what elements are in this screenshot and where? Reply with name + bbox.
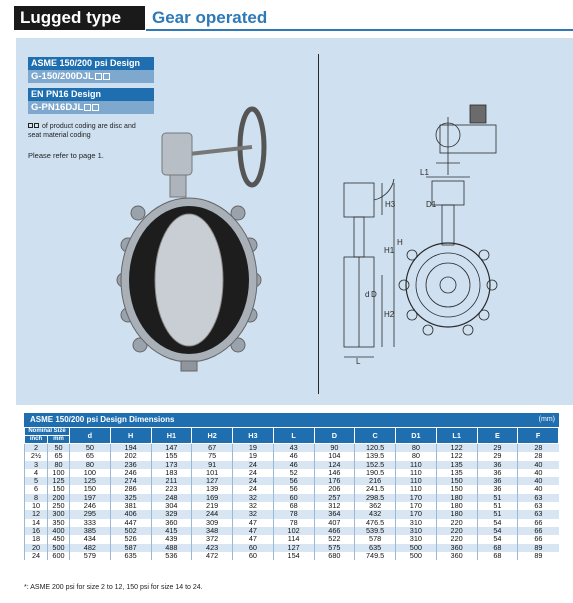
dimension-cell: 246: [70, 502, 111, 510]
dimension-cell: 244: [192, 510, 233, 518]
dimension-cell: 216: [355, 477, 396, 485]
code-box-icon: [34, 123, 39, 128]
dimension-cell: 28: [518, 452, 559, 460]
dimensions-table: [24, 427, 559, 560]
size-cell: 350: [48, 519, 70, 527]
dimensions-table-title-text: ASME 150/200 psi Design Dimensions: [30, 415, 175, 424]
dimension-cell: 169: [192, 494, 233, 502]
dimension-cell: 122: [436, 452, 477, 460]
dimension-cell: 248: [151, 494, 192, 502]
size-cell: 300: [48, 510, 70, 518]
dimension-cell: 127: [273, 544, 314, 552]
dim-label-h1: H1: [384, 246, 395, 255]
dimension-cell: 120.5: [355, 444, 396, 453]
size-cell: 2½: [25, 452, 48, 460]
nominal-size-header: Nominal Size: [25, 428, 70, 436]
dimension-cell: 176: [314, 477, 355, 485]
dimension-cell: 202: [110, 452, 151, 460]
dimension-cell: 66: [518, 535, 559, 543]
dimension-cell: 154: [273, 552, 314, 560]
dimension-cell: 155: [151, 452, 192, 460]
size-cell: 16: [25, 527, 48, 535]
column-header: H3: [233, 428, 274, 444]
size-cell: 80: [48, 461, 70, 469]
code-box-icon: [84, 104, 91, 111]
dimension-cell: 150: [436, 477, 477, 485]
dim-label-h3: H3: [385, 200, 396, 209]
dimension-cell: 36: [477, 461, 518, 469]
size-cell: 450: [48, 535, 70, 543]
dimension-cell: 310: [396, 535, 437, 543]
dimension-cell: 54: [477, 527, 518, 535]
size-cell: 400: [48, 527, 70, 535]
dimension-cell: 522: [314, 535, 355, 543]
dimension-cell: 482: [70, 544, 111, 552]
dimension-cell: 40: [518, 485, 559, 493]
design-label-en: EN PN16 Design: [28, 88, 154, 101]
dimension-cell: 56: [273, 477, 314, 485]
gearbox-icon: [162, 133, 192, 175]
dimension-cell: 500: [396, 552, 437, 560]
dimension-cell: 124: [314, 461, 355, 469]
dimension-cell: 36: [477, 485, 518, 493]
dimension-cell: 439: [151, 535, 192, 543]
dimension-cell: 423: [192, 544, 233, 552]
code-box-icon: [92, 104, 99, 111]
size-cell: 18: [25, 535, 48, 543]
dimension-cell: 36: [477, 469, 518, 477]
dim-label-d1: D1: [426, 200, 437, 209]
dimension-cell: 19: [233, 444, 274, 453]
dimension-cell: 66: [518, 519, 559, 527]
dimension-cell: 54: [477, 535, 518, 543]
dimension-cell: 51: [477, 502, 518, 510]
dimension-cell: 135: [436, 469, 477, 477]
dimension-cell: 257: [314, 494, 355, 502]
dimension-cell: 102: [273, 527, 314, 535]
dimension-drawing: [330, 95, 560, 365]
dimension-cell: 40: [518, 477, 559, 485]
dimension-cell: 220: [436, 535, 477, 543]
dimension-cell: 360: [436, 544, 477, 552]
dimension-cell: 364: [314, 510, 355, 518]
dimension-cell: 170: [396, 502, 437, 510]
dimension-cell: 36: [477, 477, 518, 485]
dimension-cell: 80: [70, 461, 111, 469]
dimension-cell: 434: [70, 535, 111, 543]
dimension-cell: 101: [192, 469, 233, 477]
dimension-cell: 298.5: [355, 494, 396, 502]
dimension-cell: 500: [396, 544, 437, 552]
table-footnote: *: ASME 200 psi for size 2 to 12, 150 psi for size 14 to 24.: [24, 584, 203, 591]
size-cell: 250: [48, 502, 70, 510]
dimension-cell: 406: [110, 510, 151, 518]
dimension-cell: 60: [273, 494, 314, 502]
dimension-cell: 190.5: [355, 469, 396, 477]
dimension-cell: 348: [192, 527, 233, 535]
dimension-cell: 241.5: [355, 485, 396, 493]
dimension-cell: 67: [192, 444, 233, 453]
dimension-cell: 32: [233, 494, 274, 502]
valve-disc-icon: [155, 214, 223, 346]
dimension-cell: 47: [233, 535, 274, 543]
dimension-cell: 170: [396, 494, 437, 502]
dimension-cell: 472: [192, 552, 233, 560]
dimension-cell: 385: [70, 527, 111, 535]
size-cell: 600: [48, 552, 70, 560]
column-header: H: [110, 428, 151, 444]
dimension-cell: 147: [151, 444, 192, 453]
dimension-cell: 47: [233, 519, 274, 527]
dimension-cell: 206: [314, 485, 355, 493]
dimension-cell: 139: [192, 485, 233, 493]
design-code-en-text: G-PN16DJL: [31, 102, 84, 113]
dimension-cell: 68: [477, 544, 518, 552]
unit-header: mm: [48, 436, 70, 444]
dimension-cell: 180: [436, 502, 477, 510]
dimension-cell: 28: [518, 444, 559, 453]
design-label-asme: ASME 150/200 psi Design: [28, 57, 154, 70]
table-row: [25, 552, 559, 560]
unit-header: inch: [25, 436, 48, 444]
dimension-cell: 381: [110, 502, 151, 510]
dimension-cell: 32: [233, 502, 274, 510]
dimension-cell: 114: [273, 535, 314, 543]
coding-note-text: of product coding are disc and seat material coding: [28, 123, 136, 139]
dimension-cell: 32: [233, 510, 274, 518]
dimension-cell: 152.5: [355, 461, 396, 469]
dimension-cell: 295: [70, 510, 111, 518]
size-cell: 65: [48, 452, 70, 460]
dimension-cell: 24: [233, 485, 274, 493]
dimension-cell: 360: [151, 519, 192, 527]
dimension-cell: 333: [70, 519, 111, 527]
dimension-cell: 127: [192, 477, 233, 485]
dimension-cell: 749.5: [355, 552, 396, 560]
dimension-cell: 635: [110, 552, 151, 560]
dim-label-l1: L1: [420, 168, 429, 177]
dimension-cell: 46: [273, 452, 314, 460]
dimension-cell: 223: [151, 485, 192, 493]
dimension-cell: 539.5: [355, 527, 396, 535]
dimension-cell: 220: [436, 527, 477, 535]
dimension-cell: 587: [110, 544, 151, 552]
refer-note: Please refer to page 1.: [28, 151, 104, 160]
dimension-cell: 46: [273, 461, 314, 469]
dimension-cell: 304: [151, 502, 192, 510]
dimension-cell: 578: [355, 535, 396, 543]
dimension-cell: 211: [151, 477, 192, 485]
column-header: C: [355, 428, 396, 444]
dimension-cell: 60: [233, 552, 274, 560]
dimension-cell: 68: [273, 502, 314, 510]
dimension-cell: 110: [396, 477, 437, 485]
dimension-cell: 24: [233, 477, 274, 485]
size-cell: 200: [48, 494, 70, 502]
dimension-cell: 90: [314, 444, 355, 453]
column-header: H2: [192, 428, 233, 444]
dimension-cell: 60: [233, 544, 274, 552]
dimension-cell: 415: [151, 527, 192, 535]
dimension-cell: 502: [110, 527, 151, 535]
dimension-cell: 80: [396, 452, 437, 460]
dimension-cell: 24: [233, 461, 274, 469]
dimension-cell: 29: [477, 452, 518, 460]
valve-photo: [110, 95, 310, 375]
code-box-icon: [95, 73, 102, 80]
dimension-cell: 236: [110, 461, 151, 469]
size-cell: 150: [48, 485, 70, 493]
dimension-cell: 78: [273, 510, 314, 518]
column-header: H1: [151, 428, 192, 444]
dim-label-d: d: [365, 290, 370, 299]
dim-label-D: D: [371, 290, 377, 299]
size-cell: 14: [25, 519, 48, 527]
dimension-cell: 680: [314, 552, 355, 560]
dimension-cell: 197: [70, 494, 111, 502]
dimension-cell: 52: [273, 469, 314, 477]
dimension-cell: 50: [70, 444, 111, 453]
size-cell: 2: [25, 444, 48, 453]
dimension-cell: 63: [518, 502, 559, 510]
size-cell: 24: [25, 552, 48, 560]
dimension-cell: 110: [396, 469, 437, 477]
column-header: E: [477, 428, 518, 444]
dimension-cell: 51: [477, 494, 518, 502]
column-header: D1: [396, 428, 437, 444]
dimension-cell: 122: [436, 444, 477, 453]
dim-label-l: L: [356, 357, 361, 365]
dimension-cell: 488: [151, 544, 192, 552]
dimension-cell: 150: [70, 485, 111, 493]
dimension-cell: 246: [110, 469, 151, 477]
dimension-cell: 43: [273, 444, 314, 453]
size-cell: 100: [48, 469, 70, 477]
page-header: [0, 0, 573, 34]
dimension-cell: 80: [396, 444, 437, 453]
dimension-cell: 447: [110, 519, 151, 527]
dimension-cell: 146: [314, 469, 355, 477]
size-cell: 500: [48, 544, 70, 552]
dimension-cell: 432: [355, 510, 396, 518]
dimension-cell: 91: [192, 461, 233, 469]
size-cell: 50: [48, 444, 70, 453]
dimension-cell: 575: [314, 544, 355, 552]
dimension-cell: 104: [314, 452, 355, 460]
dimension-cell: 407: [314, 519, 355, 527]
dimension-cell: 110: [396, 485, 437, 493]
size-cell: 12: [25, 510, 48, 518]
dimension-cell: 54: [477, 519, 518, 527]
dimension-cell: 75: [192, 452, 233, 460]
size-cell: 125: [48, 477, 70, 485]
dimension-cell: 372: [192, 535, 233, 543]
dimension-cell: 29: [477, 444, 518, 453]
dimension-cell: 579: [70, 552, 111, 560]
dimension-cell: 51: [477, 510, 518, 518]
dimensions-table-wrap: [24, 413, 559, 560]
panel-divider: [318, 54, 319, 394]
column-header: D: [314, 428, 355, 444]
dimension-cell: 180: [436, 510, 477, 518]
dimension-cell: 19: [233, 452, 274, 460]
dimensions-table-unit: (mm): [538, 416, 555, 423]
dimension-cell: 170: [396, 510, 437, 518]
dim-label-h: H: [397, 238, 403, 247]
dimension-cell: 325: [110, 494, 151, 502]
dimension-cell: 47: [233, 527, 274, 535]
dimension-cell: 312: [314, 502, 355, 510]
size-cell: 4: [25, 469, 48, 477]
dimension-cell: 40: [518, 469, 559, 477]
size-cell: 8: [25, 494, 48, 502]
dimension-cell: 150: [436, 485, 477, 493]
dimension-cell: 40: [518, 461, 559, 469]
dimension-cell: 360: [436, 552, 477, 560]
page-title: Lugged type: [14, 6, 145, 30]
dimension-cell: 219: [192, 502, 233, 510]
size-cell: 20: [25, 544, 48, 552]
size-cell: 3: [25, 461, 48, 469]
dim-label-h2: H2: [384, 310, 395, 319]
dimension-cell: 220: [436, 519, 477, 527]
size-cell: 10: [25, 502, 48, 510]
dimension-cell: 89: [518, 544, 559, 552]
dimension-cell: 183: [151, 469, 192, 477]
dimension-cell: 24: [233, 469, 274, 477]
dimension-cell: 310: [396, 527, 437, 535]
dimension-cell: 139.5: [355, 452, 396, 460]
page-subtitle: Gear operated: [152, 8, 268, 27]
design-code-asme: [28, 70, 154, 83]
dimension-cell: 329: [151, 510, 192, 518]
code-box-icon: [103, 73, 110, 80]
dimension-cell: 100: [70, 469, 111, 477]
dimension-cell: 194: [110, 444, 151, 453]
dimension-cell: 63: [518, 510, 559, 518]
dimension-cell: 362: [355, 502, 396, 510]
dimensions-table-title: [24, 413, 559, 427]
column-header: d: [70, 428, 111, 444]
code-box-icon: [28, 123, 33, 128]
dimension-cell: 274: [110, 477, 151, 485]
dimension-cell: 65: [70, 452, 111, 460]
column-header: L1: [436, 428, 477, 444]
dimension-cell: 66: [518, 527, 559, 535]
dimension-cell: 310: [396, 519, 437, 527]
design-code-asme-text: G-150/200DJL: [31, 71, 94, 82]
dimension-cell: 466: [314, 527, 355, 535]
dimension-cell: 125: [70, 477, 111, 485]
size-cell: 6: [25, 485, 48, 493]
dimension-cell: 309: [192, 519, 233, 527]
dimension-cell: 110: [396, 461, 437, 469]
header-rule: [146, 29, 573, 31]
size-cell: 5: [25, 477, 48, 485]
dimension-cell: 68: [477, 552, 518, 560]
column-header: L: [273, 428, 314, 444]
dimension-cell: 78: [273, 519, 314, 527]
dimension-cell: 180: [436, 494, 477, 502]
dimension-cell: 56: [273, 485, 314, 493]
dimension-cell: 173: [151, 461, 192, 469]
dimension-cell: 63: [518, 494, 559, 502]
dimension-cell: 135: [436, 461, 477, 469]
dimension-cell: 526: [110, 535, 151, 543]
dimension-cell: 89: [518, 552, 559, 560]
dimension-cell: 476.5: [355, 519, 396, 527]
dimension-cell: 536: [151, 552, 192, 560]
column-header: F: [518, 428, 559, 444]
dimension-cell: 286: [110, 485, 151, 493]
dimension-cell: 635: [355, 544, 396, 552]
